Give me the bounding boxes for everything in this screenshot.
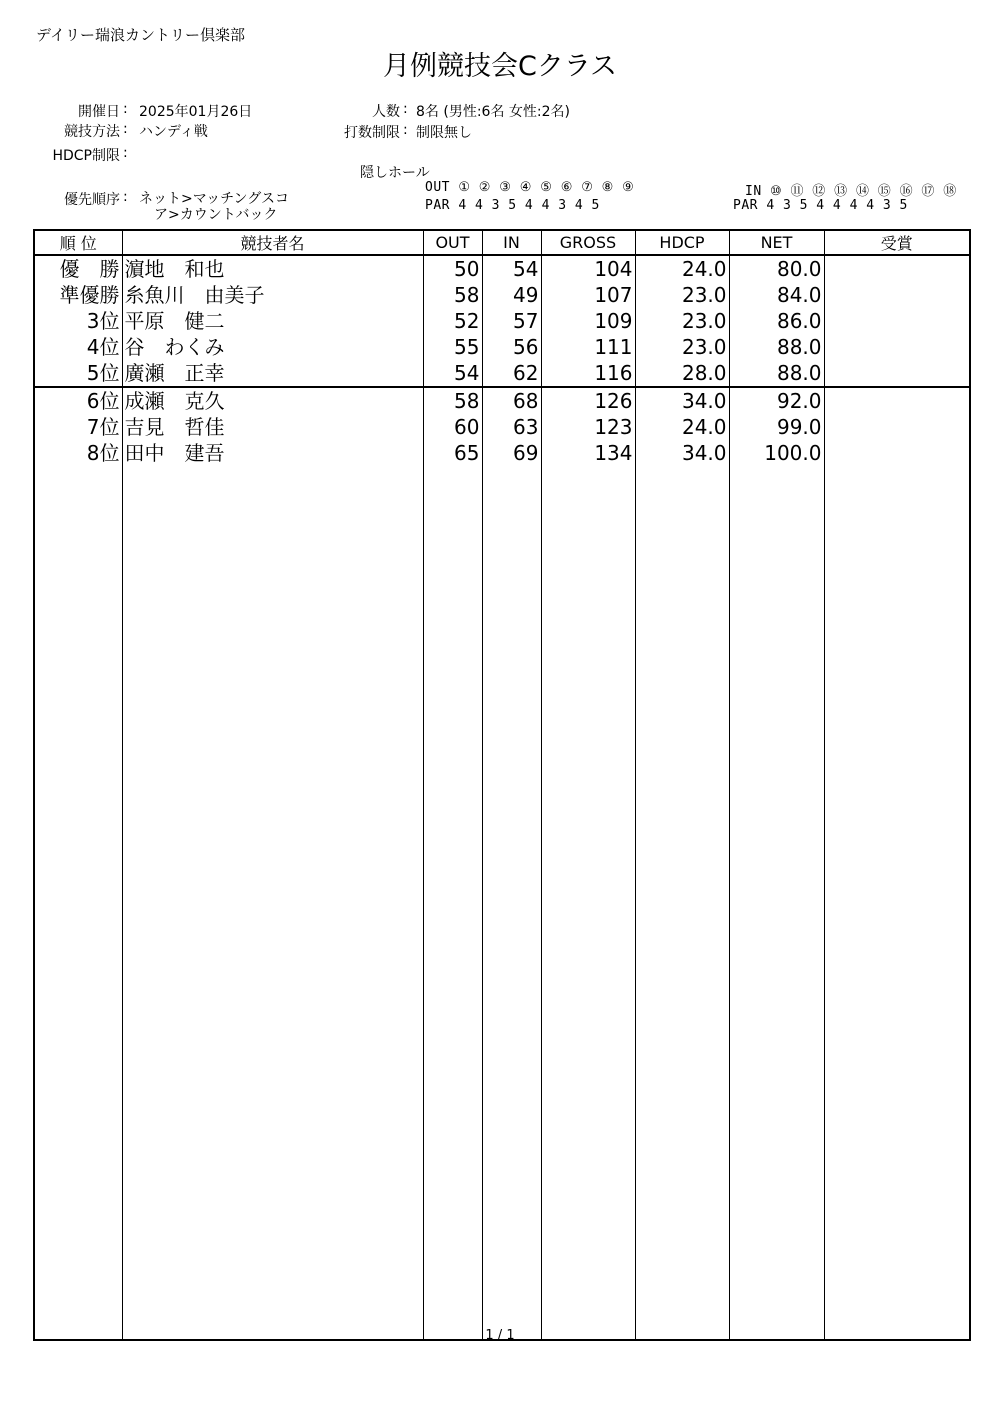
table-row xyxy=(34,255,970,282)
player-name-cell: 吉見 哲佳 xyxy=(122,414,423,440)
out-cell: 52 xyxy=(423,308,482,334)
empty-cell xyxy=(122,466,423,1340)
net-cell: 92.0 xyxy=(729,387,824,414)
out-cell: 65 xyxy=(423,440,482,466)
net-cell: 99.0 xyxy=(729,414,824,440)
rank-cell: 5位 xyxy=(34,360,122,387)
rank-cell: 準優勝 xyxy=(34,282,122,308)
table-row xyxy=(34,387,970,414)
priority-label: 優先順序 xyxy=(64,192,120,208)
rank-cell: 4位 xyxy=(34,334,122,360)
award-cell xyxy=(824,440,970,466)
out-par-label: PAR xyxy=(425,198,450,213)
hdcp-cell: 28.0 xyxy=(635,360,729,387)
award-cell xyxy=(824,308,970,334)
gross-cell: 123 xyxy=(541,414,635,440)
award-cell xyxy=(824,255,970,282)
table-empty-area xyxy=(34,466,970,1340)
empty-cell xyxy=(423,466,482,1340)
out-cell: 58 xyxy=(423,387,482,414)
in-cell: 68 xyxy=(482,387,541,414)
player-name-cell: 田中 建吾 xyxy=(122,440,423,466)
net-cell: 88.0 xyxy=(729,334,824,360)
col-header-out: OUT xyxy=(423,230,482,255)
net-cell: 100.0 xyxy=(729,440,824,466)
priority-line-2: ア>カウントバック xyxy=(154,207,278,223)
in-cell: 62 xyxy=(482,360,541,387)
empty-cell xyxy=(482,466,541,1340)
players-label: 人数 xyxy=(372,104,400,120)
award-cell xyxy=(824,414,970,440)
method-separator: : xyxy=(123,121,128,137)
hdcp-cell: 23.0 xyxy=(635,308,729,334)
rank-cell: 8位 xyxy=(34,440,122,466)
results-table xyxy=(33,229,971,1341)
col-header-award: 受賞 xyxy=(824,230,970,255)
hdcp-cell: 34.0 xyxy=(635,440,729,466)
player-name-cell: 谷 わくみ xyxy=(122,334,423,360)
in-cell: 54 xyxy=(482,255,541,282)
empty-cell xyxy=(541,466,635,1340)
hdcp-limit-label: HDCP制限 xyxy=(52,148,120,164)
in-cell: 69 xyxy=(482,440,541,466)
hdcp-cell: 34.0 xyxy=(635,387,729,414)
out-cell: 50 xyxy=(423,255,482,282)
out-cell: 54 xyxy=(423,360,482,387)
gross-cell: 109 xyxy=(541,308,635,334)
award-cell xyxy=(824,360,970,387)
in-cell: 57 xyxy=(482,308,541,334)
player-name-cell: 糸魚川 由美子 xyxy=(122,282,423,308)
out-pars: 4 4 3 5 4 4 3 4 5 xyxy=(458,198,600,213)
out-label: OUT xyxy=(425,180,450,195)
empty-cell xyxy=(824,466,970,1340)
col-header-name: 競技者名 xyxy=(122,230,423,255)
out-cell: 55 xyxy=(423,334,482,360)
empty-cell xyxy=(635,466,729,1340)
method-value: ハンディ戦 xyxy=(139,124,208,140)
hidden-holes-label: 隠しホール xyxy=(360,165,430,181)
table-row xyxy=(34,414,970,440)
net-cell: 84.0 xyxy=(729,282,824,308)
page-title: 月例競技会Cクラス xyxy=(382,51,618,82)
award-cell xyxy=(824,334,970,360)
stroke-limit-separator: : xyxy=(403,122,408,138)
col-header-hdcp: HDCP xyxy=(635,230,729,255)
method-label: 競技方法 xyxy=(64,124,120,140)
players-value: 8名 (男性:6名 女性:2名) xyxy=(416,104,570,120)
date-value: 2025年01月26日 xyxy=(139,104,253,120)
net-cell: 88.0 xyxy=(729,360,824,387)
rank-cell: 6位 xyxy=(34,387,122,414)
out-holes-row xyxy=(425,180,634,195)
col-header-net: NET xyxy=(729,230,824,255)
in-holes-row xyxy=(745,180,957,199)
table-row xyxy=(34,440,970,466)
stroke-limit-value: 制限無し xyxy=(416,125,472,141)
player-name-cell: 成瀬 克久 xyxy=(122,387,423,414)
in-cell: 56 xyxy=(482,334,541,360)
date-separator: : xyxy=(123,101,128,117)
in-par-label: PAR xyxy=(733,198,758,213)
date-label: 開催日 xyxy=(78,104,120,120)
rank-cell: 優 勝 xyxy=(34,255,122,282)
priority-line-1: ネット>マッチングスコ xyxy=(139,191,290,207)
rank-cell: 7位 xyxy=(34,414,122,440)
out-par-row xyxy=(425,198,600,213)
table-row xyxy=(34,282,970,308)
in-cell: 63 xyxy=(482,414,541,440)
gross-cell: 111 xyxy=(541,334,635,360)
col-header-gross: GROSS xyxy=(541,230,635,255)
col-header-rank: 順 位 xyxy=(34,230,122,255)
page-number: 1 / 1 xyxy=(485,1328,515,1343)
table-row xyxy=(34,360,970,387)
player-name-cell: 平原 健二 xyxy=(122,308,423,334)
gross-cell: 104 xyxy=(541,255,635,282)
gross-cell: 126 xyxy=(541,387,635,414)
club-name: デイリー瑞浪カントリー倶楽部 xyxy=(36,26,245,44)
table-header-row xyxy=(34,230,970,255)
priority-separator: : xyxy=(123,189,128,205)
out-holes: ① ② ③ ④ ⑤ ⑥ ⑦ ⑧ ⑨ xyxy=(458,180,635,195)
rank-cell: 3位 xyxy=(34,308,122,334)
award-cell xyxy=(824,387,970,414)
player-name-cell: 濵地 和也 xyxy=(122,255,423,282)
table-row xyxy=(34,308,970,334)
players-separator: : xyxy=(403,101,408,117)
hdcp-cell: 23.0 xyxy=(635,334,729,360)
empty-cell xyxy=(729,466,824,1340)
col-header-in: IN xyxy=(482,230,541,255)
gross-cell: 116 xyxy=(541,360,635,387)
out-cell: 60 xyxy=(423,414,482,440)
empty-cell xyxy=(34,466,122,1340)
net-cell: 80.0 xyxy=(729,255,824,282)
award-cell xyxy=(824,282,970,308)
gross-cell: 134 xyxy=(541,440,635,466)
in-pars: 4 3 5 4 4 4 4 3 5 xyxy=(766,198,908,213)
in-label: IN xyxy=(745,184,762,199)
hdcp-limit-separator: : xyxy=(123,145,128,161)
in-holes: ⑩ ⑪ ⑫ ⑬ ⑭ ⑮ ⑯ ⑰ ⑱ xyxy=(769,184,957,199)
gross-cell: 107 xyxy=(541,282,635,308)
hdcp-cell: 24.0 xyxy=(635,255,729,282)
out-cell: 58 xyxy=(423,282,482,308)
hdcp-cell: 23.0 xyxy=(635,282,729,308)
player-name-cell: 廣瀬 正幸 xyxy=(122,360,423,387)
in-cell: 49 xyxy=(482,282,541,308)
hdcp-cell: 24.0 xyxy=(635,414,729,440)
in-par-row xyxy=(733,198,908,213)
net-cell: 86.0 xyxy=(729,308,824,334)
stroke-limit-label: 打数制限 xyxy=(344,125,400,141)
table-row xyxy=(34,334,970,360)
